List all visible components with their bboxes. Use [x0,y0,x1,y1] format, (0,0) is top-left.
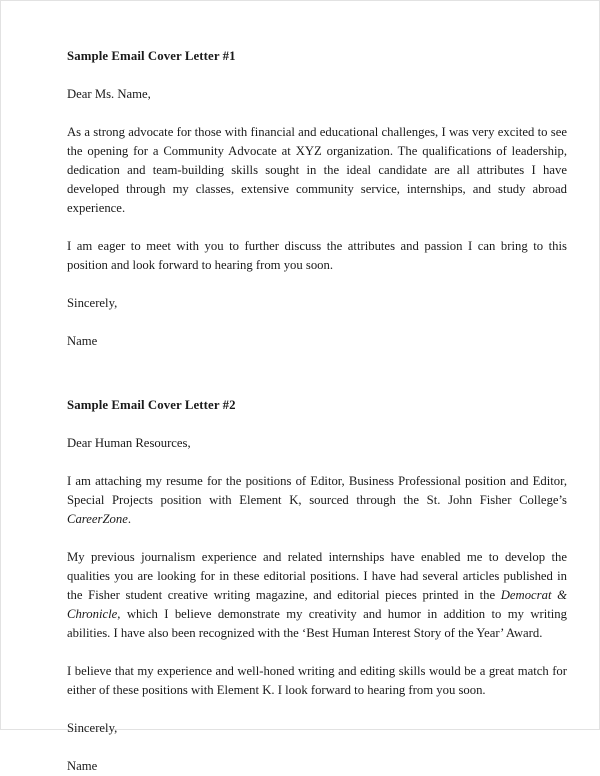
letter-2-paragraph-1-text-after: . [127,512,132,526]
spacer [67,529,567,548]
letter-1-signature: Name [67,334,98,348]
letter-2-salutation: Dear Human Resources, [67,436,191,450]
spacer [67,218,567,237]
spacer [67,275,567,294]
spacer [67,104,567,123]
spacer [67,66,567,85]
letter-1-paragraph-1: As a strong advocate for those with financial and educational challenges, I was very excited to see the opening for a Community Advocate at XYZ organization. The qualifications of leadership, dedication and team-building skills sought in the ideal candidate are all attributes I have developed through my classes, extensive community service, internships, and study abroad experience. [67,125,567,215]
spacer [67,453,567,472]
spacer [67,313,567,332]
letter-1-paragraph-2: I am eager to meet with you to further discuss the attributes and passion I can bring to this position and look forward to hearing from you soon. [67,239,567,272]
letter-2-closing: Sincerely, [67,721,118,735]
spacer [67,415,567,434]
letter-2-paragraph-2 [67,548,567,643]
letter-separator [67,351,567,396]
letter-2-democrat-chronicle-italic: Democrat & Chronicle [67,588,567,621]
cover-letter-2 [67,396,567,776]
letter-2-paragraph-2-text-after: , which I believe demonstrate my creativity and humor in addition to my writing abilities. I have also been recognized with the ‘Best Human Interest Story of the Year’ Award. [67,607,567,640]
spacer [67,738,567,757]
document-body [67,47,567,776]
letter-2-paragraph-2-text-before: My previous journalism experience and related internships have enabled me to develop the qualities you are looking for in these editorial positions. I have had several articles published in the Fisher student creative writing magazine, and editorial pieces printed in the [67,550,567,602]
letter-1-closing: Sincerely, [67,296,118,310]
letter-2-paragraph-1-text-before: I am attaching my resume for the positions of Editor, Business Professional position and Editor, Special Projects position with Element K, sourced through the St. John Fisher College’s [67,474,567,507]
letter-2-paragraph-1 [67,472,567,529]
cover-letter-1 [67,47,567,351]
spacer [67,700,567,719]
letter-2-title: Sample Email Cover Letter #2 [67,398,236,412]
spacer [67,643,567,662]
letter-2-signature: Name [67,759,98,773]
letter-1-title: Sample Email Cover Letter #1 [67,49,236,63]
letter-1-salutation: Dear Ms. Name, [67,87,151,101]
letter-2-paragraph-3: I believe that my experience and well-honed writing and editing skills would be a great match for either of these positions with Element K. I look forward to hearing from you soon. [67,664,567,697]
letter-2-careerzone-italic: CareerZone [67,512,128,526]
